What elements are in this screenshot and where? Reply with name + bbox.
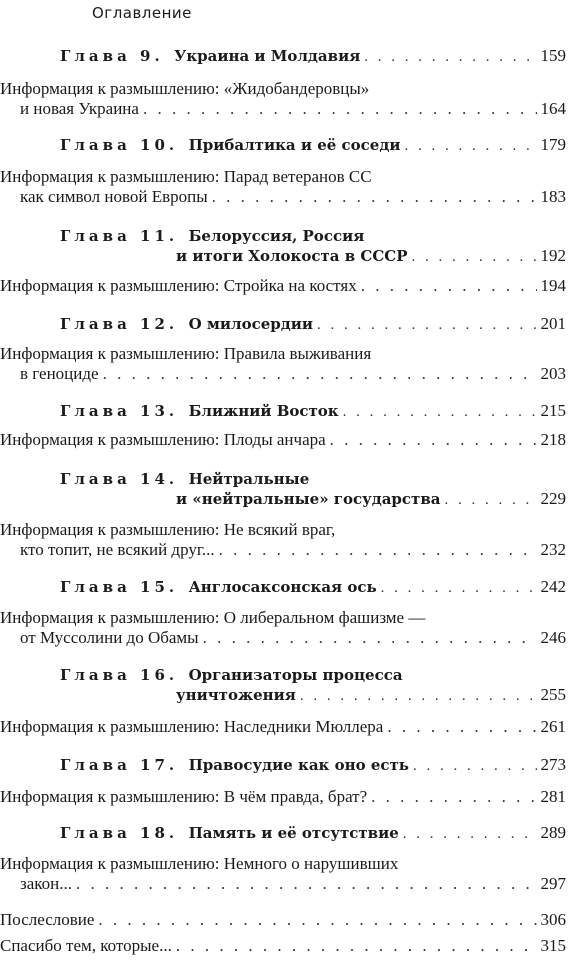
leader-dots bbox=[317, 314, 536, 336]
info-title: Информация к размышлению: Наследники Мюллера bbox=[0, 717, 384, 736]
info-title-cont: как символ новой Европы bbox=[20, 187, 208, 206]
info-entry[interactable] bbox=[0, 627, 568, 649]
info-title: Информация к размышлению: О либеральном фашизме — bbox=[0, 608, 426, 627]
info-entry[interactable] bbox=[0, 98, 568, 120]
page-number: 215 bbox=[540, 401, 566, 420]
page-header: Оглавление bbox=[92, 4, 192, 22]
leader-dots bbox=[404, 135, 536, 157]
afterword-title: Послесловие bbox=[0, 910, 95, 929]
leader-dots bbox=[212, 186, 537, 208]
chapter-title-cont: уничтожения bbox=[176, 686, 296, 704]
chapter-title: Прибалтика и её соседи bbox=[188, 136, 401, 154]
leader-dots bbox=[387, 716, 536, 738]
leader-dots bbox=[361, 275, 537, 297]
chapter-entry-line1[interactable] bbox=[0, 225, 568, 247]
leader-dots bbox=[300, 685, 537, 707]
chapter-number: Глава 16. bbox=[60, 666, 179, 684]
info-title-cont: от Муссолини до Обамы bbox=[20, 628, 199, 647]
page-number: 164 bbox=[540, 99, 566, 118]
chapter-entry[interactable] bbox=[0, 313, 568, 335]
leader-dots bbox=[76, 873, 536, 895]
leader-dots bbox=[381, 577, 537, 599]
leader-dots bbox=[411, 246, 536, 268]
chapter-title: Ближний Восток bbox=[188, 402, 339, 420]
chapter-number: Глава 10. bbox=[60, 136, 179, 154]
leader-dots bbox=[98, 909, 536, 931]
page-number: 306 bbox=[540, 910, 566, 929]
leader-dots bbox=[103, 363, 537, 385]
page-number: 203 bbox=[540, 364, 566, 383]
thanks-title: Спасибо тем, которые... bbox=[0, 936, 172, 955]
page-number: 315 bbox=[540, 936, 566, 955]
chapter-entry[interactable] bbox=[0, 754, 568, 776]
page-number: 246 bbox=[540, 628, 566, 647]
leader-dots bbox=[176, 935, 537, 957]
info-title-cont: в геноциде bbox=[20, 364, 99, 383]
chapter-number: Глава 18. bbox=[60, 824, 179, 842]
leader-dots bbox=[403, 823, 537, 845]
chapter-number: Глава 14. bbox=[60, 470, 179, 488]
chapter-title: Нейтральные bbox=[188, 470, 310, 488]
page-number: 297 bbox=[540, 874, 566, 893]
page-number: 201 bbox=[540, 314, 566, 333]
chapter-entry[interactable] bbox=[0, 488, 568, 510]
page-number: 289 bbox=[540, 823, 566, 842]
chapter-title: Правосудие как оно есть bbox=[188, 756, 409, 774]
chapter-entry[interactable] bbox=[0, 245, 568, 267]
page-number: 281 bbox=[540, 787, 566, 806]
chapter-title: Организаторы процесса bbox=[188, 666, 403, 684]
leader-dots bbox=[371, 786, 536, 808]
info-entry[interactable] bbox=[0, 275, 568, 297]
info-entry[interactable] bbox=[0, 786, 568, 808]
info-title: Информация к размышлению: Немного о нарушивших bbox=[0, 854, 399, 873]
info-title: Информация к размышлению: Стройка на костях bbox=[0, 276, 357, 295]
leader-dots bbox=[343, 401, 537, 423]
page-number: 273 bbox=[540, 755, 566, 774]
chapter-entry[interactable] bbox=[0, 400, 568, 422]
page-number: 261 bbox=[540, 717, 566, 736]
page-number: 255 bbox=[540, 685, 566, 704]
afterword-entry[interactable] bbox=[0, 909, 568, 931]
page-number: 229 bbox=[540, 489, 566, 508]
chapter-number: Глава 15. bbox=[60, 578, 179, 596]
chapter-entry-line1[interactable] bbox=[0, 664, 568, 686]
info-entry[interactable] bbox=[0, 186, 568, 208]
chapter-entry[interactable] bbox=[0, 684, 568, 706]
info-title: Информация к размышлению: Не всякий враг, bbox=[0, 520, 336, 539]
page-number: 218 bbox=[540, 430, 566, 449]
chapter-title: О милосердии bbox=[188, 315, 314, 333]
chapter-title-cont: и итоги Холокоста в СССР bbox=[176, 247, 408, 265]
info-entry[interactable] bbox=[0, 539, 568, 561]
leader-dots bbox=[219, 539, 537, 561]
info-entry[interactable] bbox=[0, 429, 568, 451]
leader-dots bbox=[445, 489, 537, 511]
page-number: 232 bbox=[540, 540, 566, 559]
page-number: 183 bbox=[540, 187, 566, 206]
chapter-number: Глава 9. bbox=[60, 47, 164, 65]
chapter-entry[interactable] bbox=[0, 576, 568, 598]
chapter-title: Украина и Молдавия bbox=[174, 47, 361, 65]
chapter-entry[interactable] bbox=[0, 134, 568, 156]
info-title: Информация к размышлению: Правила выживания bbox=[0, 344, 372, 363]
leader-dots bbox=[364, 46, 536, 68]
chapter-number: Глава 12. bbox=[60, 315, 179, 333]
chapter-entry[interactable] bbox=[0, 45, 568, 67]
chapter-number: Глава 11. bbox=[60, 227, 179, 245]
leader-dots bbox=[413, 755, 537, 777]
info-title: Информация к размышлению: Плоды анчара bbox=[0, 430, 326, 449]
chapter-title-cont: и «нейтральные» государства bbox=[176, 490, 441, 508]
chapter-number: Глава 17. bbox=[60, 756, 179, 774]
leader-dots bbox=[203, 627, 537, 649]
info-title: Информация к размышлению: «Жидобандеровцы» bbox=[0, 79, 370, 98]
leader-dots bbox=[143, 98, 537, 120]
info-entry[interactable] bbox=[0, 716, 568, 738]
info-title-cont: закон... bbox=[20, 874, 73, 893]
chapter-number: Глава 13. bbox=[60, 402, 179, 420]
page-number: 242 bbox=[540, 577, 566, 596]
info-title: Информация к размышлению: Парад ветеранов СС bbox=[0, 167, 372, 186]
page-number: 159 bbox=[540, 46, 566, 65]
thanks-entry[interactable] bbox=[0, 935, 568, 957]
chapter-entry[interactable] bbox=[0, 822, 568, 844]
page-number: 194 bbox=[540, 276, 566, 295]
info-title: Информация к размышлению: В чём правда, брат? bbox=[0, 787, 368, 806]
info-title-cont: кто топит, не всякий друг... bbox=[20, 540, 215, 559]
chapter-title: Белоруссия, Россия bbox=[188, 227, 365, 245]
leader-dots bbox=[330, 429, 537, 451]
page-number: 192 bbox=[540, 246, 566, 265]
chapter-title: Англосаксонская ось bbox=[188, 578, 377, 596]
chapter-entry-line1[interactable] bbox=[0, 468, 568, 490]
page-number: 179 bbox=[540, 135, 566, 154]
chapter-title: Память и её отсутствие bbox=[188, 824, 399, 842]
info-entry[interactable] bbox=[0, 873, 568, 895]
info-entry[interactable] bbox=[0, 363, 568, 385]
info-title-cont: и новая Украина bbox=[20, 99, 139, 118]
